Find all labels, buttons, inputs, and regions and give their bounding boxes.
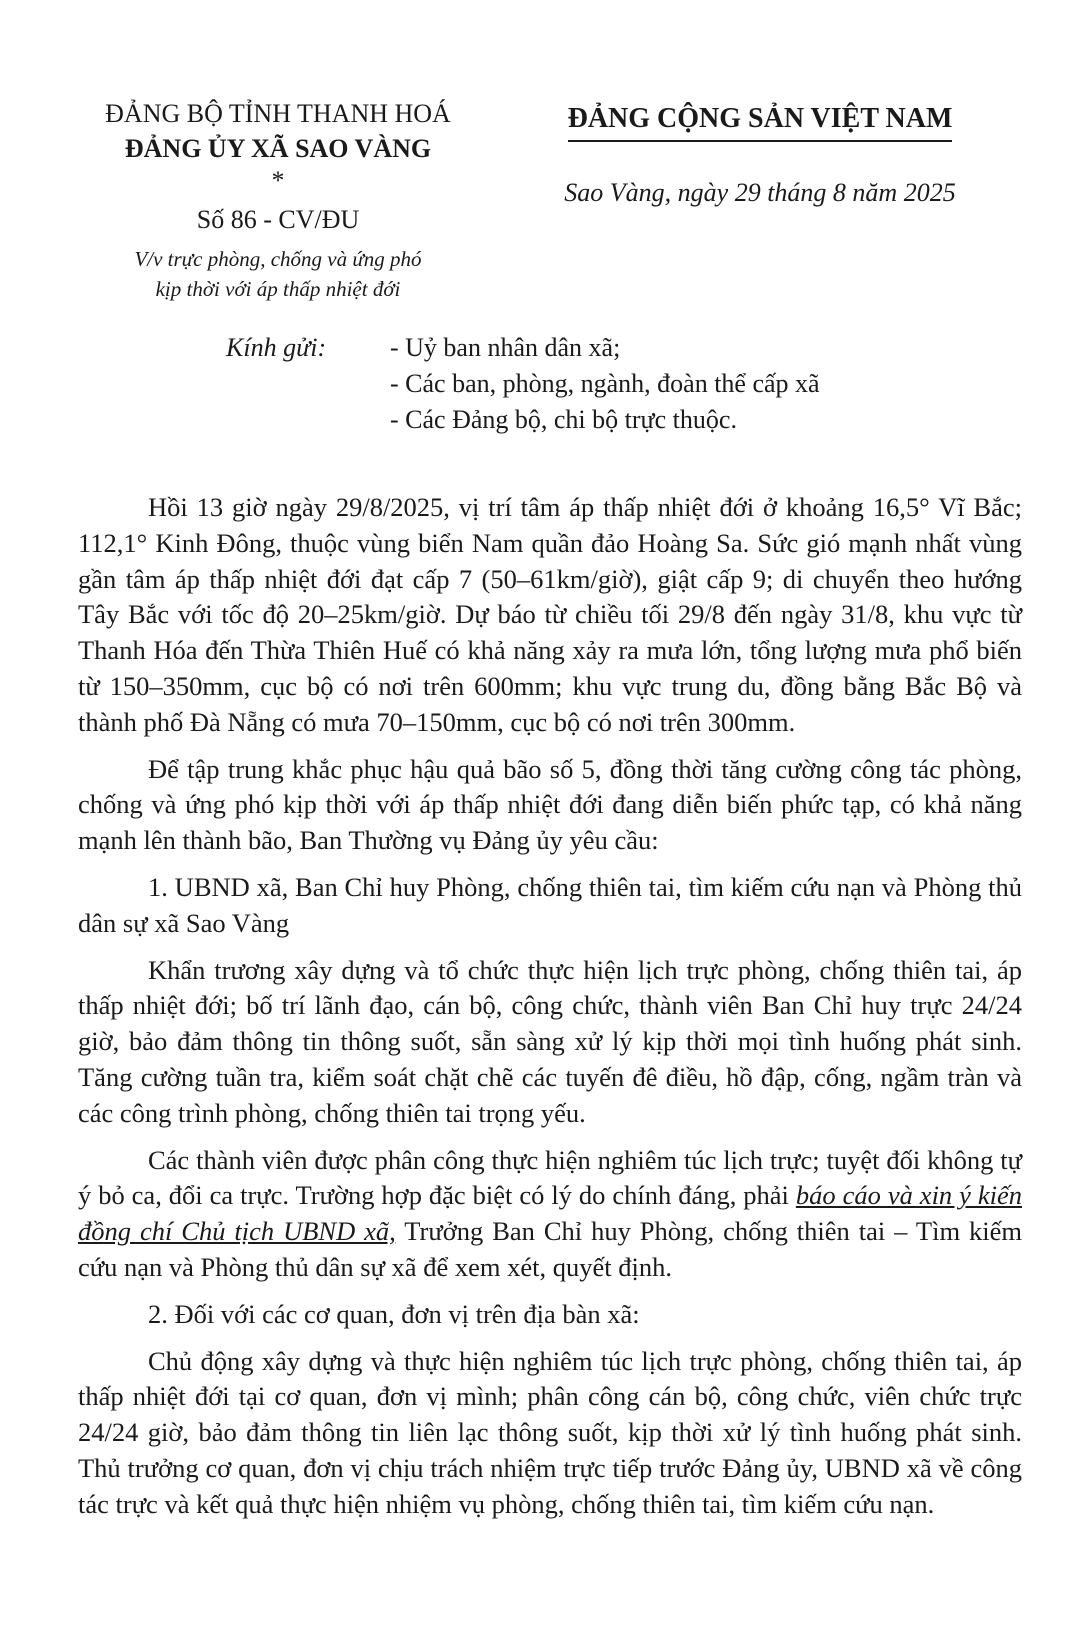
paragraph-section-1-heading: 1. UBND xã, Ban Chỉ huy Phòng, chống thiên tai, tìm kiếm cứu nạn và Phòng thủ dân sự xã Sao Vàng: [78, 871, 1022, 938]
document-number: Số 86 - CV/ĐU: [196, 205, 360, 234]
recipients-label: Kính gửi:: [226, 333, 327, 362]
party-name: ĐẢNG CỘNG SẢN VIỆT NAM: [568, 100, 953, 142]
parent-organization: ĐẢNG BỘ TỈNH THANH HOÁ: [105, 99, 451, 128]
issuer-block: [78, 96, 478, 304]
issuing-organization: ĐẢNG ỦY XÃ SAO VÀNG: [124, 134, 432, 163]
paragraph-request-intro: Để tập trung khắc phục hậu quả bão số 5, đồng thời tăng cường công tác phòng, chống và ứng phó kịp thời với áp thấp nhiệt đới đang diễn biến phức tạp, có khả năng mạnh lên thành bão, Ban Thường vụ Đảng ủy yêu cầu:: [78, 753, 1022, 856]
paragraph-section-2-heading: 2. Đối với các cơ quan, đơn vị trên địa bàn xã:: [148, 1298, 640, 1329]
paragraph-section-2-duty: Chủ động xây dựng và thực hiện nghiêm túc lịch trực phòng, chống thiên tai, áp thấp nhiệt đới tại cơ quan, đơn vị mình; phân công cán bộ, công chức, viên chức trực 24/24 giờ, bảo đảm thông tin liên lạc thông suốt, kịp thời xử lý tình huống phát sinh. Thủ trưởng cơ quan, đơn vị chịu trách nhiệm trực tiếp trước Đảng ủy, UBND xã về công tác trực và kết quả thực hiện nhiệm vụ phòng, chống thiên tai, tìm kiếm cứu nạn.: [78, 1345, 1022, 1519]
subject-line-1: V/v trực phòng, chống và ứng phó: [134, 247, 422, 271]
recipient-item: - Các ban, phòng, ngành, đoàn thể cấp xã: [390, 369, 820, 398]
rules-text-start: Các thành viên được phân công thực hiện nghiêm túc lịch trực; tuyệt đối không tự ý bỏ ca, đổi ca trực. Trường hợp đặc biệt có lý do chính đáng, phải: [78, 1144, 1022, 1211]
subject-line-2: kịp thời với áp thấp nhiệt đới: [155, 277, 401, 301]
paragraph-section-1-duty: Khẩn trương xây dựng và tổ chức thực hiện lịch trực phòng, chống thiên tai, áp thấp nhiệt đới; bố trí lãnh đạo, cán bộ, công chức, thành viên Ban Chỉ huy trực 24/24 giờ, bảo đảm thông tin thông suốt, sẵn sàng xử lý kịp thời mọi tình huống phát sinh. Tăng cường tuần tra, kiểm soát chặt chẽ các tuyến đê điều, hồ đập, cống, ngầm tràn và các công trình phòng, chống thiên tai trọng yếu.: [78, 954, 1022, 1128]
recipient-item: - Các Đảng bộ, chi bộ trực thuộc.: [390, 405, 737, 434]
document-subject: [78, 244, 478, 304]
rules-text-end: Trưởng Ban Chỉ huy Phòng, chống thiên tai – Tìm kiếm cứu nạn và Phòng thủ dân sự xã để xem xét, quyết định.: [78, 1216, 1022, 1282]
date-place: Sao Vàng, ngày 29 tháng 8 năm 2025: [564, 178, 956, 207]
recipient-item: - Uỷ ban nhân dân xã;: [390, 333, 621, 362]
separator-star: *: [271, 166, 285, 195]
national-header: [530, 100, 990, 210]
document-body: [78, 490, 1022, 1534]
paragraph-situation: Hồi 13 giờ ngày 29/8/2025, vị trí tâm áp thấp nhiệt đới ở khoảng 16,5° Vĩ Bắc; 112,1° Kinh Đông, thuộc vùng biển Nam quần đảo Hoàng Sa. Sức gió mạnh nhất vùng gần tâm áp thấp nhiệt đới đạt cấp 7 (50–61km/giờ), giật cấp 9; di chuyển theo hướng Tây Bắc với tốc độ 20–25km/giờ. Dự báo từ chiều tối 29/8 đến ngày 31/8, khu vực từ Thanh Hóa đến Thừa Thiên Huế có khả năng xảy ra mưa lớn, tổng lượng mưa phổ biến từ 150–350mm, cục bộ có nơi trên 600mm; khu vực trung du, đồng bằng Bắc Bộ và thành phố Đà Nẵng có mưa 70–150mm, cục bộ có nơi trên 300mm.: [78, 492, 1022, 737]
recipients-list: [390, 330, 820, 438]
paragraph-section-1-rules: [78, 1143, 1022, 1286]
rules-emphasis: báo cáo và xin ý kiến đồng chí Chủ tịch UBND xã,: [78, 1180, 1022, 1247]
